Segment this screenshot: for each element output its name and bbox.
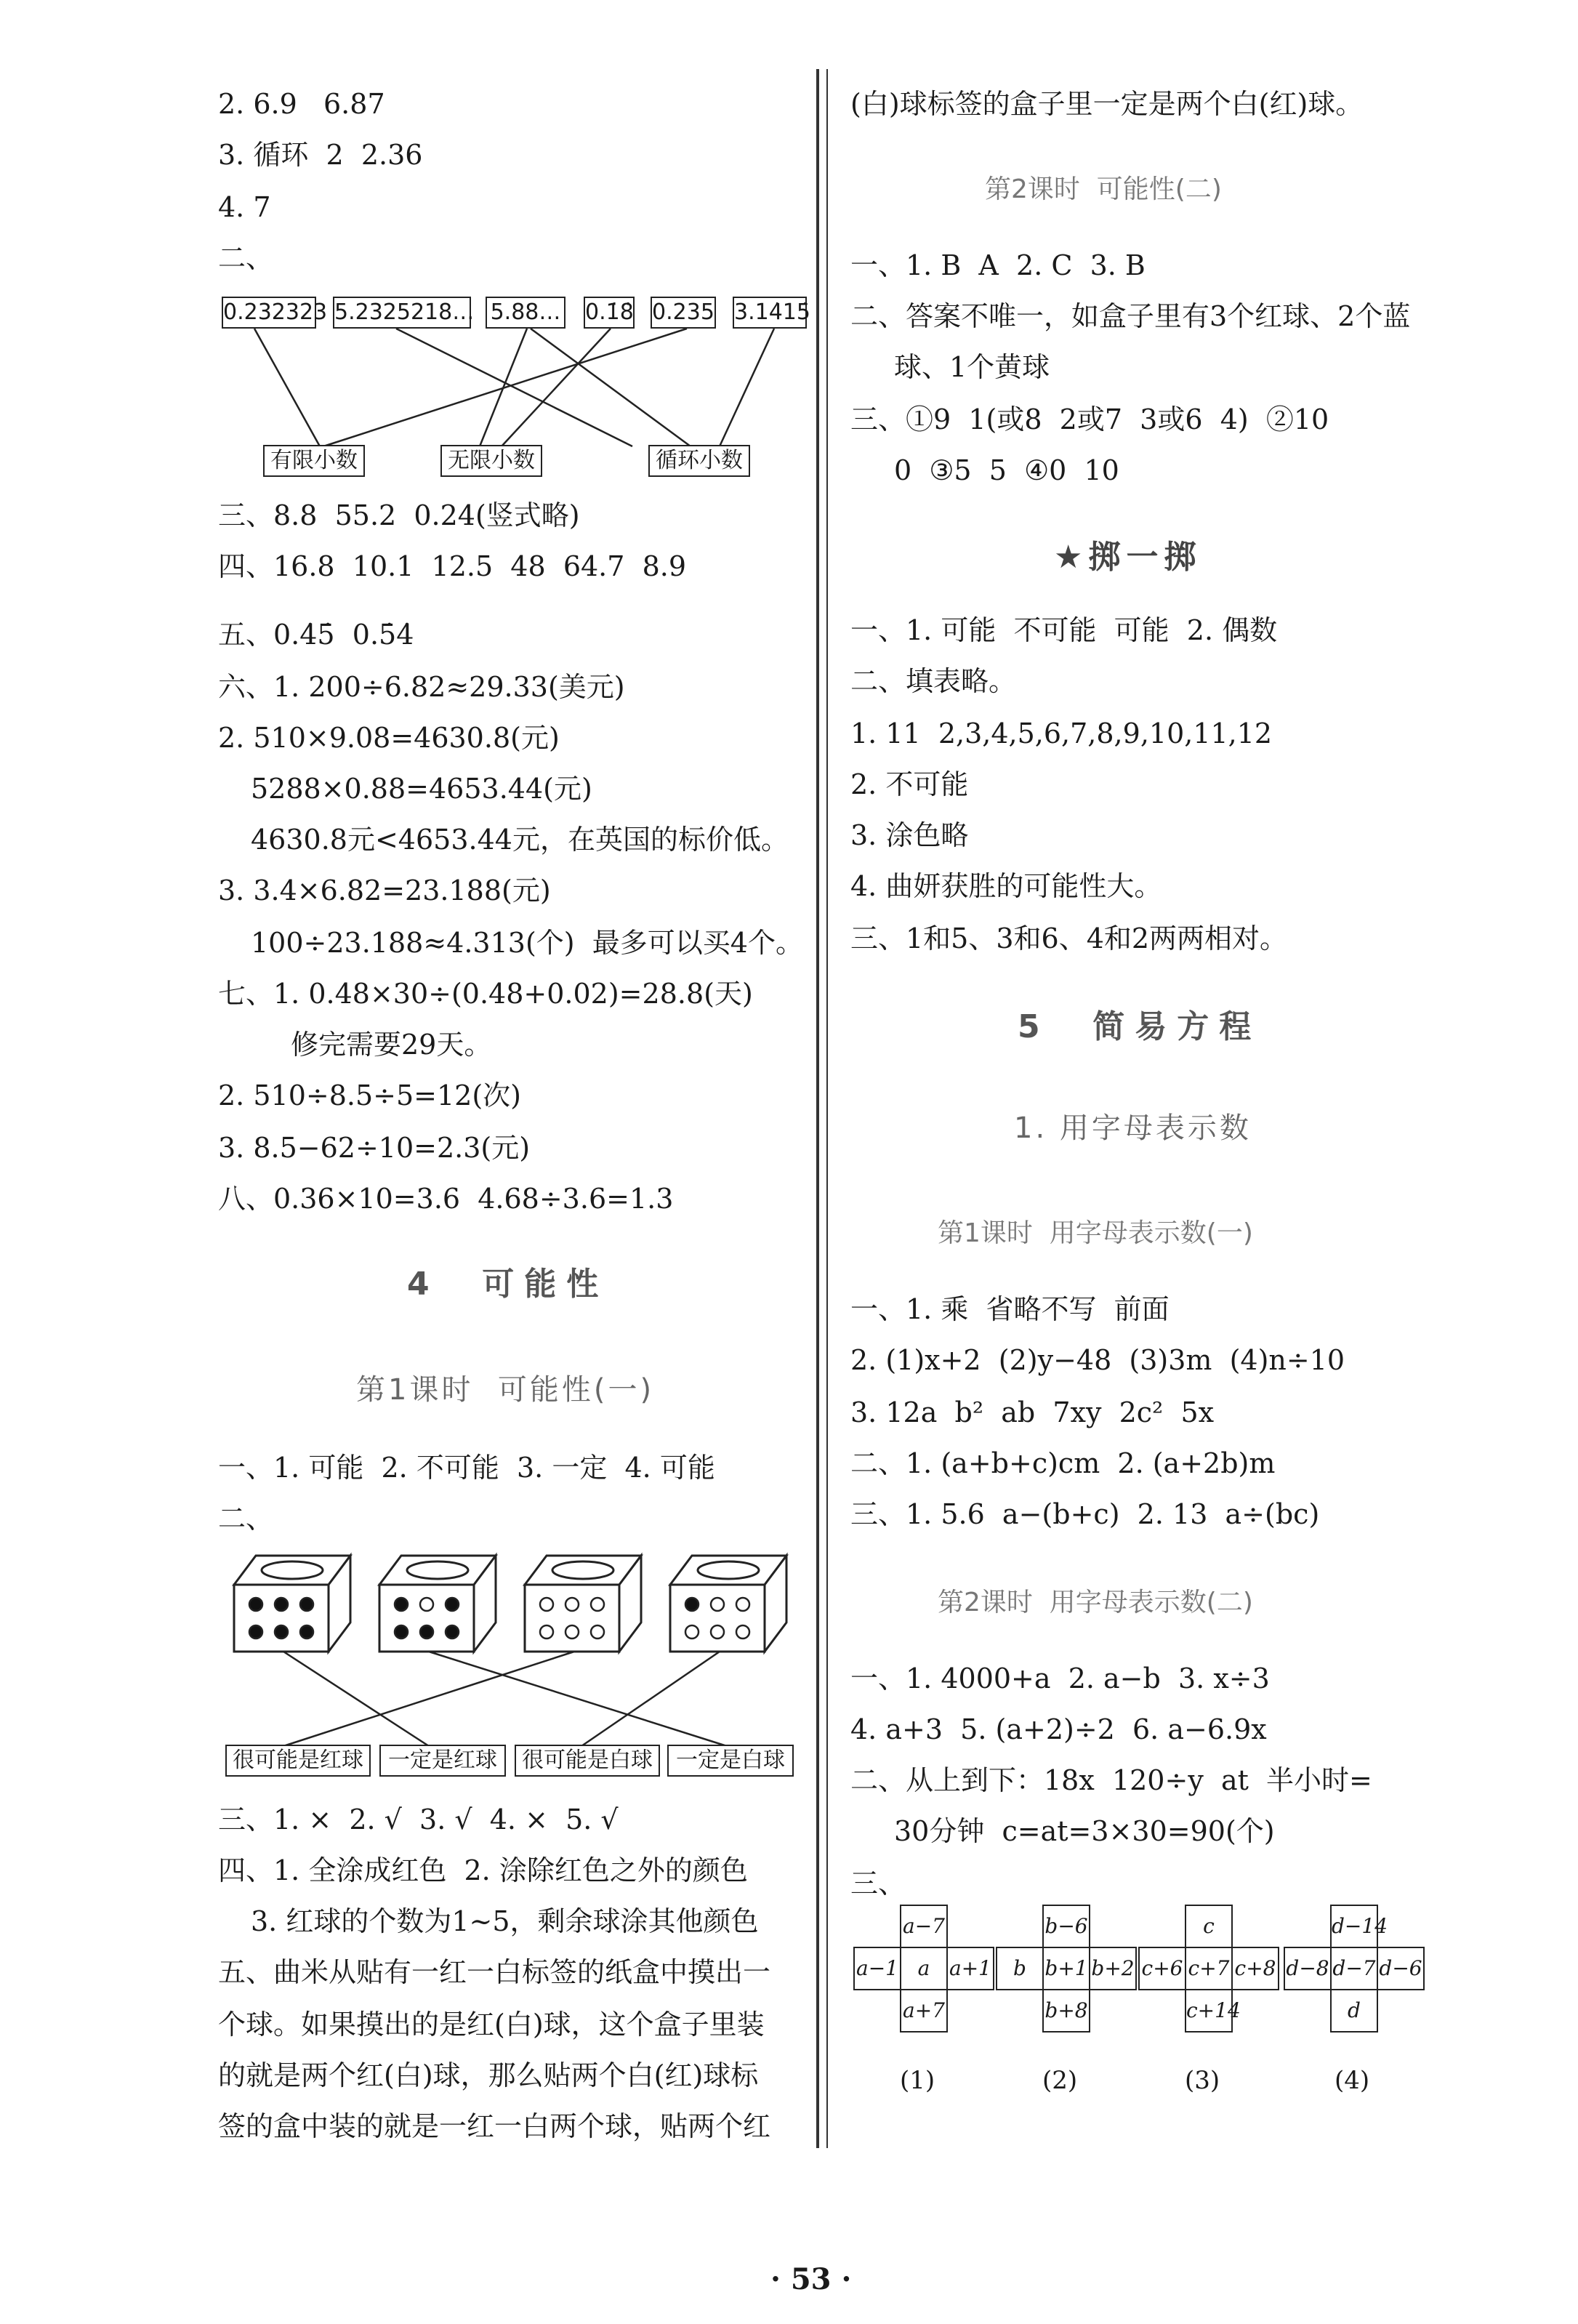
cross-cell-right: d−6 [1377, 1947, 1425, 1990]
answer-line: 3. 3.4×6.82=23.188(元) [218, 874, 551, 906]
decimal-box: 0.235 [651, 297, 716, 329]
answer-line: 三、1. 5.6 a−(b+c) 2. 13 a÷(bc) [850, 1498, 1320, 1530]
decimal-box: 5.2325218… [333, 297, 471, 329]
answer-line: 5288×0.88=4653.44(元) [251, 773, 592, 805]
section-title: 5 简易方程 [1018, 1008, 1262, 1045]
cross-cell-right: b+2 [1089, 1947, 1137, 1990]
cross-label: (1) [900, 2066, 935, 2095]
answer-line: 0 ③5 5 ④0 10 [894, 454, 1119, 486]
answer-line: 二、答案不唯一，如盒子里有3个红球、2个蓝 [850, 300, 1411, 332]
answer-line: 六、1. 200÷6.82≈29.33(美元) [218, 671, 625, 703]
answer-line: 五、0.4̇5̇ 0.5̇4̇ [218, 619, 414, 651]
answer-line: 3. 涂色略 [850, 819, 969, 851]
answer-line: 2. 不可能 [850, 768, 969, 800]
answer-line: 三、1和5、3和6、4和2两两相对。 [850, 922, 1288, 954]
answer-line: (白)球标签的盒子里一定是两个白(红)球。 [850, 88, 1364, 120]
answer-line: 修完需要29天。 [291, 1029, 492, 1061]
answer-line: 一、1. B A 2. C 3. B [850, 249, 1146, 281]
answer-line: 的就是两个红(白)球，那么贴两个白(红)球标 [218, 2059, 759, 2091]
answer-line: 一、1. 乘 省略不写 前面 [850, 1293, 1170, 1325]
cross-cell-center: c+7 [1185, 1947, 1233, 1990]
cross-label: (2) [1042, 2066, 1078, 2095]
cross-cell-bottom: a+7 [900, 1989, 948, 2033]
page-number: · 53 · [770, 2262, 852, 2296]
cross-cell-left: a−1 [853, 1947, 901, 1990]
probability-label: 很可能是红球 [225, 1745, 371, 1777]
answer-line: 2. 510×9.08=4630.8(元) [218, 722, 560, 754]
cross-cell-bottom: d [1330, 1989, 1378, 2033]
answer-line: 八、0.36×10=3.6 4.68÷3.6=1.3 [218, 1183, 674, 1215]
unit-title: 1. 用字母表示数 [1014, 1111, 1252, 1145]
cross-cell-top: b−6 [1042, 1905, 1090, 1948]
probability-label: 一定是白球 [667, 1745, 794, 1777]
answer-line: 4. a+3 5. (a+2)÷2 6. a−6.9x [850, 1713, 1267, 1745]
cross-cell-right: a+1 [946, 1947, 994, 1990]
cross-cell-top: d−14 [1330, 1905, 1378, 1948]
cross-cell-left: c+6 [1138, 1947, 1186, 1990]
answer-line: 3. 红球的个数为1~5，剩余球涂其他颜色 [251, 1905, 759, 1937]
probability-label: 一定是红球 [379, 1745, 506, 1777]
answer-line: 3. 循环 2 2.36 [218, 139, 423, 171]
lesson-title: 第1课时 可能性(一) [356, 1373, 655, 1407]
answer-line: 三、 [850, 1867, 906, 1899]
cross-label: (3) [1185, 2066, 1220, 2095]
decimal-box: 3.14̇15̇ [733, 297, 807, 329]
answer-line: 签的盒中装的就是一红一白两个球，贴两个红 [218, 2110, 771, 2142]
cross-label: (4) [1335, 2066, 1370, 2095]
answer-line: 2. 510÷8.5÷5=12(次) [218, 1079, 521, 1111]
answer-line: 二、填表略。 [850, 665, 1017, 697]
activity-title: ★掷一掷 [1054, 539, 1202, 576]
answer-line: 二、1. (a+b+c)cm 2. (a+2b)m [850, 1447, 1276, 1479]
answer-line: 五、曲米从贴有一红一白标签的纸盒中摸出一 [218, 1956, 771, 1988]
answer-line: 2. (1)x+2 (2)y−48 (3)3m (4)n÷10 [850, 1344, 1345, 1376]
cross-cell-top: a−7 [900, 1905, 948, 1948]
answer-line: 三、8.8 55.2 0.24(竖式略) [218, 499, 580, 531]
probability-label: 很可能是白球 [515, 1745, 660, 1777]
answer-line: 三、①9 1(或8 2或7 3或6 4) ②10 [850, 403, 1329, 435]
answer-line: 1. 11 2,3,4,5,6,7,8,9,10,11,12 [850, 717, 1273, 749]
lesson-title: 第2课时 可能性(二) [985, 174, 1222, 204]
answer-line: 二、 [218, 242, 274, 274]
answer-line: 4. 曲妍获胜的可能性大。 [850, 870, 1162, 902]
cross-cell-center: a [900, 1947, 948, 1990]
answer-line: 七、1. 0.48×30÷(0.48+0.02)=28.8(天) [218, 978, 753, 1010]
category-box: 有限小数 [263, 445, 365, 477]
answer-line: 100÷23.188≈4.313(个) 最多可以买4个。 [251, 927, 803, 959]
answer-line: 3. 12a b² ab 7xy 2c² 5x [850, 1396, 1215, 1428]
decimal-box: 0.1̇8̇ [584, 297, 635, 329]
answer-line: 一、1. 4000+a 2. a−b 3. x÷3 [850, 1662, 1270, 1694]
category-box: 无限小数 [440, 445, 542, 477]
cross-cell-left: b [996, 1947, 1044, 1990]
decimal-box: 0.232323 [222, 297, 316, 329]
answer-line: 二、 [218, 1503, 274, 1535]
answer-line: 球、1个黄球 [894, 351, 1050, 383]
answer-line: 四、1. 全涂成红色 2. 涂除红色之外的颜色 [218, 1854, 748, 1886]
answer-line: 3. 8.5−62÷10=2.3(元) [218, 1132, 531, 1164]
cross-cell-bottom: b+8 [1042, 1989, 1090, 2033]
answer-line: 二、从上到下：18x 120÷y at 半小时= [850, 1764, 1372, 1796]
section-title: 4 可能性 [407, 1266, 609, 1303]
lesson-title: 第2课时 用字母表示数(二) [938, 1588, 1253, 1617]
lesson-title: 第1课时 用字母表示数(一) [938, 1218, 1253, 1248]
cross-cell-bottom: c+14 [1185, 1989, 1233, 2033]
category-box: 循环小数 [648, 445, 750, 477]
answer-line: 一、1. 可能 不可能 可能 2. 偶数 [850, 614, 1278, 646]
decimal-box: 5.88… [486, 297, 565, 329]
answer-line: 四、16.8 10.1 12.5 48 64.7 8.9 [218, 550, 687, 582]
cross-cell-center: b+1 [1042, 1947, 1090, 1990]
cross-cell-right: c+8 [1231, 1947, 1279, 1990]
answer-line: 4. 7 [218, 191, 271, 223]
cross-cell-top: c [1185, 1905, 1233, 1948]
answer-line: 三、1. × 2. √ 3. √ 4. × 5. √ [218, 1804, 619, 1836]
cross-cell-left: d−8 [1284, 1947, 1332, 1990]
answer-line: 4630.8元<4653.44元，在英国的标价低。 [251, 824, 789, 856]
answer-line: 一、1. 可能 2. 不可能 3. 一定 4. 可能 [218, 1452, 715, 1484]
answer-line: 个球。如果摸出的是红(白)球，这个盒子里装 [218, 2009, 765, 2040]
cross-cell-center: d−7 [1330, 1947, 1378, 1990]
answer-line: 30分钟 c=at=3×30=90(个) [894, 1815, 1275, 1847]
answer-line: 2. 6.9 6.87 [218, 88, 385, 120]
